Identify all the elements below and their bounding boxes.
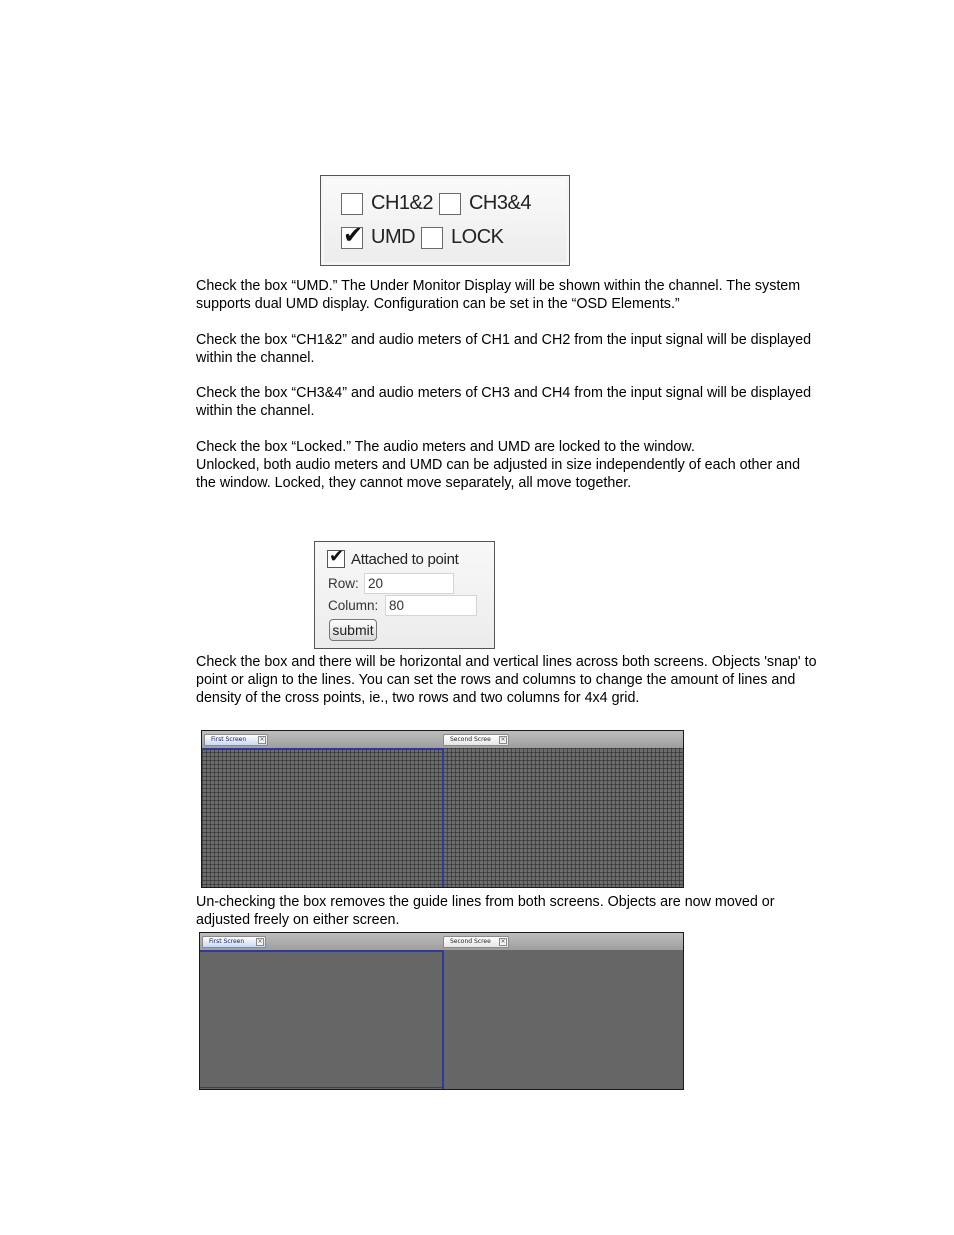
tab-second-screen-label: Second Scree <box>450 938 491 945</box>
submit-button[interactable]: submit <box>329 619 377 641</box>
second-screen-canvas[interactable] <box>443 950 683 1089</box>
checkbox-ch12-label: CH1&2 <box>371 192 433 214</box>
checkbox-row-umd-lock <box>341 226 510 249</box>
screen-divider <box>442 950 444 1089</box>
row-label: Row: <box>328 576 359 591</box>
paragraph-ch12: Check the box “CH1&2” and audio meters of CH1 and CH2 from the input signal will be displayed within the channel. <box>196 332 812 366</box>
screen-border-line <box>200 1087 442 1089</box>
tab-first-screen[interactable] <box>204 734 268 746</box>
first-screen-canvas[interactable] <box>200 950 442 1089</box>
column-label: Column: <box>328 598 379 613</box>
screen-border-line <box>200 950 442 952</box>
column-input[interactable] <box>385 595 477 616</box>
tab-second-screen-label: Second Scree <box>450 736 491 743</box>
checkbox-lock[interactable] <box>421 226 503 249</box>
attached-to-point-box[interactable] <box>327 550 345 568</box>
paragraph-locked: Check the box “Locked.” The audio meters and UMD are locked to the window. Unlocked, both audio meters and UMD can be adjusted in size independently of each other and the window. Locked, they cannot move separately, all move together. <box>196 439 801 491</box>
paragraph-grid-off: Un-checking the box removes the guide lines from both screens. Objects are now moved or adjusted freely on either screen. <box>196 894 775 928</box>
checkbox-lock-label: LOCK <box>451 226 504 248</box>
paragraph-umd: Check the box “UMD.” The Under Monitor Display will be shown within the channel. The system supports dual UMD display. Configuration can be set in the “OSD Elements.” <box>196 278 801 312</box>
tab-first-screen[interactable] <box>202 936 266 948</box>
checkbox-umd-box[interactable] <box>341 227 363 249</box>
grid-settings-panel <box>314 541 495 649</box>
checkbox-ch12-box[interactable] <box>341 193 363 215</box>
channel-options-panel <box>320 175 570 266</box>
paragraph-ch34: Check the box “CH3&4” and audio meters of CH3 and CH4 from the input signal will be displayed within the channel. <box>196 385 812 419</box>
paragraph-grid-on: Check the box and there will be horizontal and vertical lines across both screens. Objects 'snap' to point or align to the lines. You can set the rows and columns to change the amount of lines and density of the cross points, ie., two rows and two columns for 4x4 grid. <box>196 654 817 706</box>
checkbox-umd[interactable] <box>341 226 415 249</box>
checkbox-umd-label: UMD <box>371 226 416 248</box>
first-screen-canvas[interactable] <box>202 748 442 887</box>
tab-second-screen[interactable] <box>443 734 509 746</box>
screen-tab-bar <box>200 933 683 950</box>
close-icon[interactable]: × <box>259 736 265 743</box>
attached-to-point-checkbox[interactable] <box>327 550 458 568</box>
checkbox-lock-box[interactable] <box>421 227 443 249</box>
tab-second-screen[interactable] <box>443 936 509 948</box>
second-screen-canvas[interactable] <box>443 748 683 887</box>
screens-with-grid <box>201 730 684 888</box>
attached-to-point-label: Attached to point <box>351 550 459 568</box>
checkbox-ch34-box[interactable] <box>439 193 461 215</box>
checkbox-ch34[interactable] <box>439 192 531 215</box>
checkbox-ch12[interactable] <box>341 192 433 215</box>
tab-first-screen-label: First Screen <box>209 938 245 945</box>
close-icon[interactable]: × <box>257 938 263 945</box>
screens-without-grid <box>199 932 684 1090</box>
close-icon[interactable]: × <box>500 938 506 945</box>
tab-first-screen-label: First Screen <box>211 736 247 743</box>
screen-border-line <box>202 748 442 750</box>
checkbox-row-audio <box>341 192 537 215</box>
close-icon[interactable]: × <box>500 736 506 743</box>
screen-divider <box>442 748 444 887</box>
row-input[interactable] <box>364 573 454 594</box>
checkbox-ch34-label: CH3&4 <box>468 192 531 214</box>
